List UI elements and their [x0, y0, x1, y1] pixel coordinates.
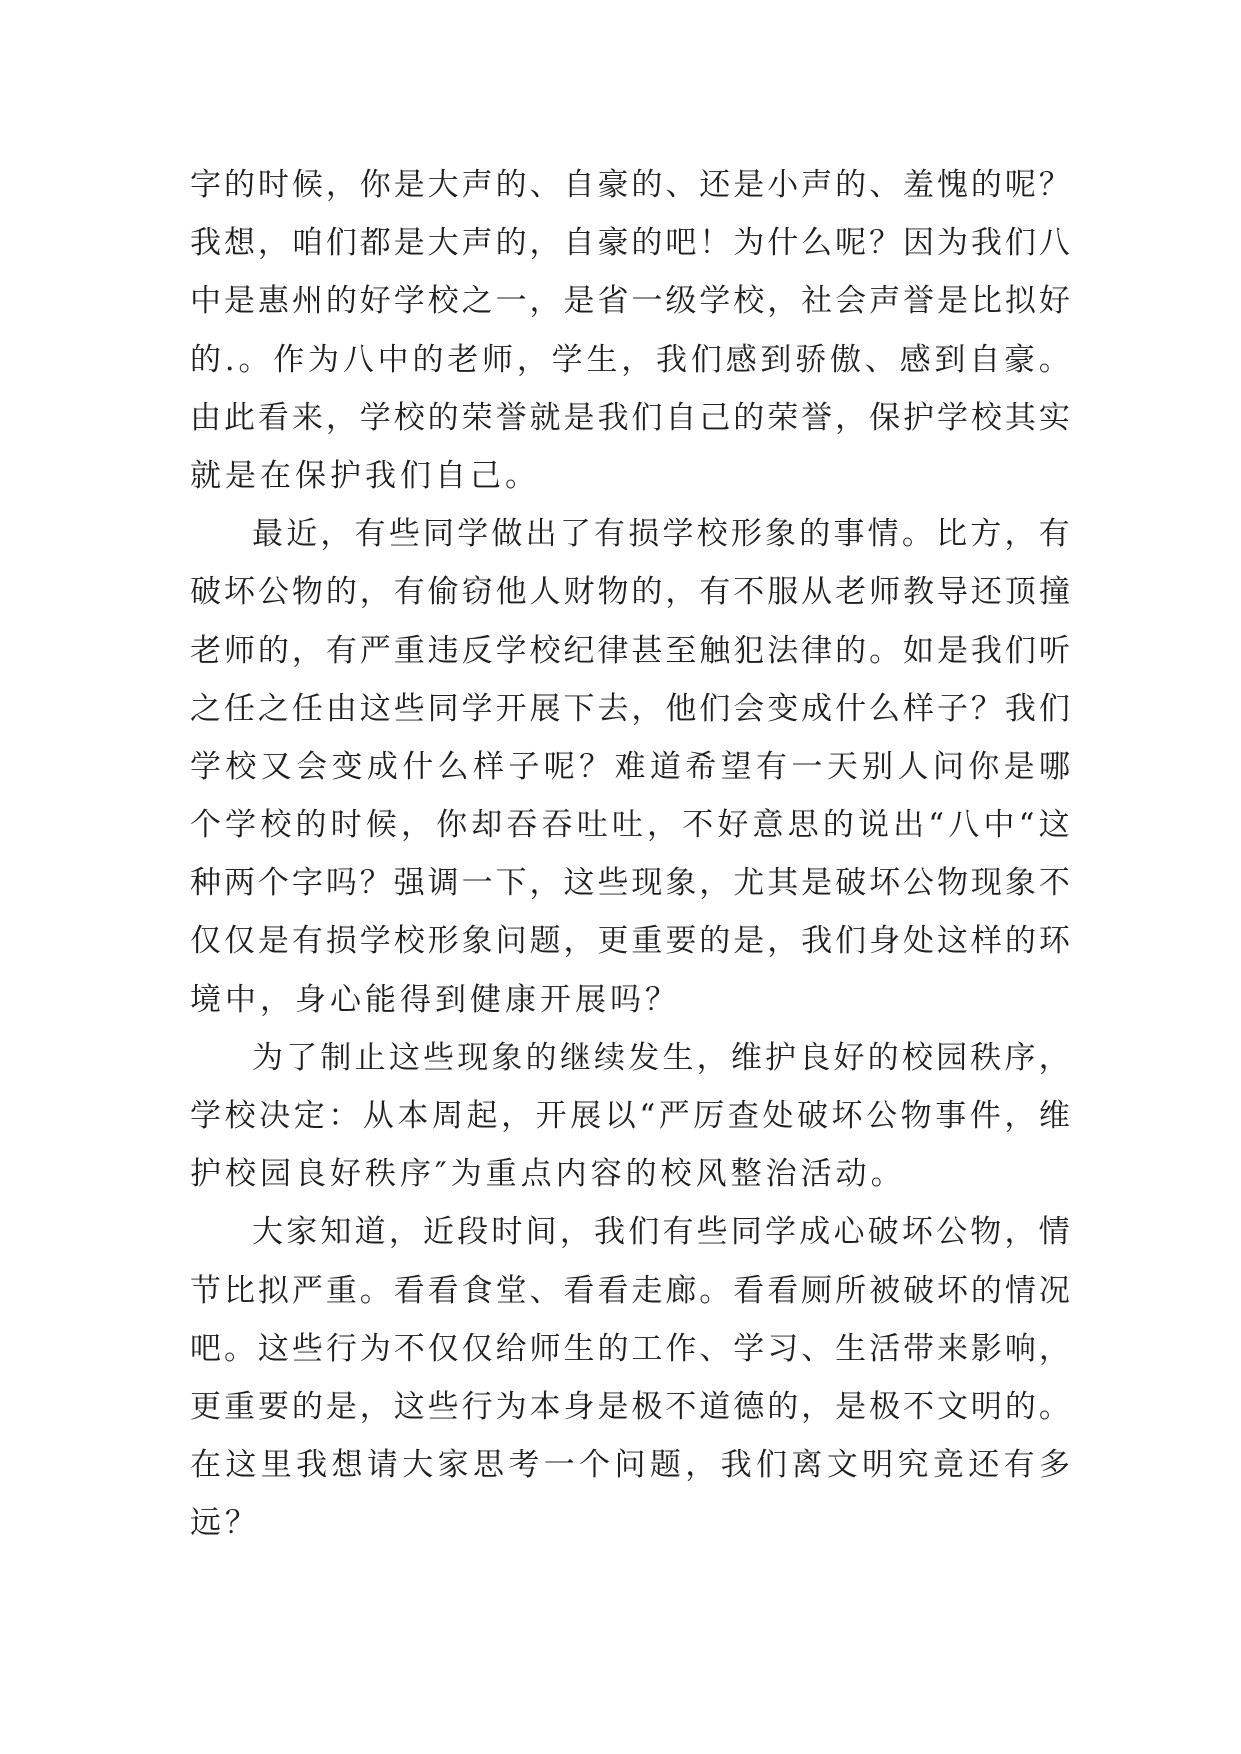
paragraph-1	[190, 156, 1070, 505]
text-line: 学 校 决 定 ： 从 本 周 起 ， 开 展 以 “ 严 厉 查 处 破 坏 公 物 事 件 ， 维	[190, 1098, 1070, 1134]
text-line: 远 ？	[190, 1505, 256, 1542]
text-line: 吧 。 这 些 行 为 不 仅 仅 给 师 生 的 工 作 、 学 习 、 生 活 带 来 影 响 ，	[190, 1330, 1070, 1367]
text-line: 由 此 看 来 ， 学 校 的 荣 誉 就 是 我 们 自 己 的 荣 誉 ， 保 护 学 校 其 实	[190, 399, 1070, 436]
text-line: 我 想 ， 咱 们 都 是 大 声 的 ， 自 豪 的 吧 ！ 为 什 么 呢 ？ 因 为 我 们 八	[190, 225, 1070, 262]
text-line: 破 坏 公 物 的 ， 有 偷 窃 他 人 财 物 的 ， 有 不 服 从 老 师 教 导 还 顶 撞	[190, 574, 1070, 611]
paragraph-3	[190, 1029, 1070, 1204]
text-line: 之 任 之 任 由 这 些 同 学 开 展 下 去 ， 他 们 会 变 成 什 么 样 子 ？ 我 们	[190, 690, 1070, 727]
text-line: 个 学 校 的 时 候 ， 你 却 吞 吞 吐 吐 ， 不 好 意 思 的 说 出 “ 八 中 “ 这	[190, 807, 1070, 844]
text-line: 就 是 在 保 护 我 们 自 己 。	[190, 457, 536, 494]
text-line: 境 中 ， 身 心 能 得 到 健 康 开 展 吗 ？	[190, 981, 676, 1018]
text-line: 老 师 的 ， 有 严 重 违 反 学 校 纪 律 甚 至 触 犯 法 律 的 。 如 是 我 们 听	[190, 632, 1070, 669]
document-body	[190, 156, 1070, 1553]
paragraph-2	[190, 505, 1070, 1029]
text-line: 为 了 制 止 这 些 现 象 的 继 续 发 生 ， 维 护 良 好 的 校 园 秩 序 ，	[252, 1039, 1070, 1076]
text-line: 种 两 个 字 吗 ？ 强 调 一 下 ， 这 些 现 象 ， 尤 其 是 破 坏 公 物 现 象 不	[190, 865, 1070, 902]
text-line: 节 比 拟 严 重 。 看 看 食 堂 、 看 看 走 廊 。 看 看 厕 所 被 破 坏 的 情 况	[190, 1272, 1070, 1309]
text-line: 字 的 时 候 ， 你 是 大 声 的 、 自 豪 的 、 还 是 小 声 的 、 羞 愧 的 呢 ？	[190, 167, 1070, 203]
text-line: 学 校 又 会 变 成 什 么 样 子 呢 ？ 难 道 希 望 有 一 天 别 人 问 你 是 哪	[190, 748, 1070, 785]
text-line: 更 重 要 的 是 ， 这 些 行 为 本 身 是 极 不 道 德 的 ， 是 极 不 文 明 的 。	[190, 1388, 1070, 1425]
text-line: 仅 仅 是 有 损 学 校 形 象 问 题 ， 更 重 要 的 是 ， 我 们 身 处 这 样 的 环	[190, 923, 1070, 960]
text-line: 的 . 。 作 为 八 中 的 老 师 ， 学 生 ， 我 们 感 到 骄 傲 、 感 到 自 豪 。	[190, 341, 1070, 378]
text-line: 最 近 ， 有 些 同 学 做 出 了 有 损 学 校 形 象 的 事 情 。 比 方 ， 有	[252, 516, 1070, 553]
text-line: 大 家 知 道 ， 近 段 时 间 ， 我 们 有 些 同 学 成 心 破 坏 公 物 ， 情	[252, 1214, 1070, 1251]
text-line: 护 校 园 良 好 秩 序 ″ 为 重 点 内 容 的 校 风 整 治 活 动 。	[190, 1156, 902, 1193]
paragraph-4	[190, 1203, 1070, 1552]
text-line: 在 这 里 我 想 请 大 家 思 考 一 个 问 题 ， 我 们 离 文 明 究 竟 还 有 多	[190, 1447, 1070, 1484]
text-line: 中 是 惠 州 的 好 学 校 之 一 ， 是 省 一 级 学 校 ， 社 会 声 誉 是 比 拟 好	[190, 283, 1070, 320]
